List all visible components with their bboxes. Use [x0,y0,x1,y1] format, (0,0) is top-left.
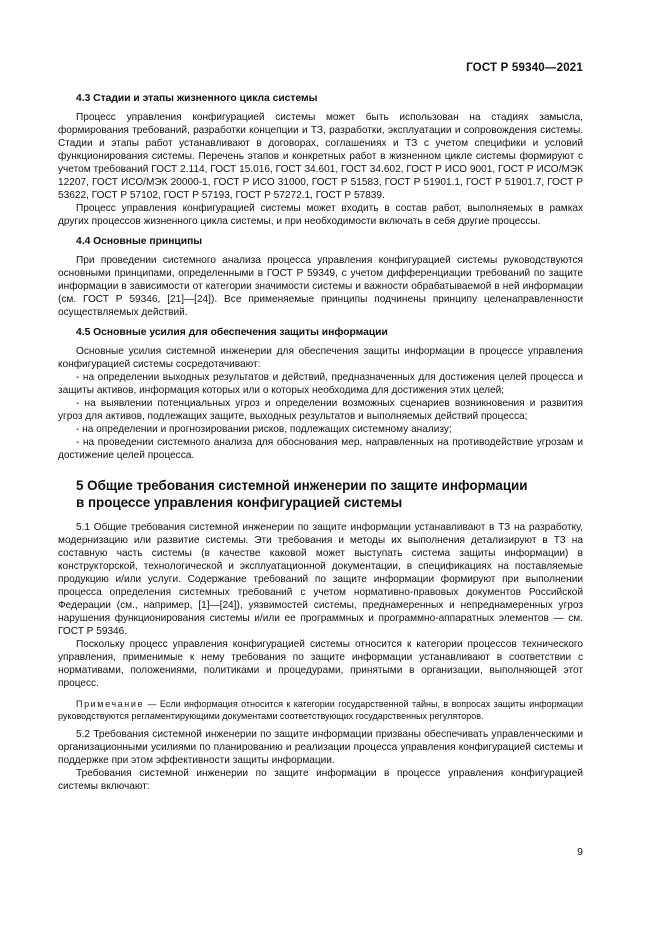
section-4-3 [58,92,583,228]
note-text: — Если информация относится к категории государственной тайны, в вопросах защиты информации руководствуются регламентирующими документами соответствующих государственных регуляторов. [58,699,583,721]
page-number: 9 [577,846,583,858]
section-title-4-5: 4.5 Основные усилия для обеспечения защиты информации [76,327,388,338]
list-item: - на определении и прогнозировании рисков, подлежащих системному анализу; [76,424,452,435]
paragraph: Поскольку процесс управления конфигурацией системы относится к категории процессов технического управления, применимые к нему требования по защите информации устанавливают в соответствии с нормативами, положениями, политиками и процедурами, принятыми в организации, выполняющей этот процесс. [58,639,583,689]
document-code-header: ГОСТ Р 59340—2021 [466,62,583,74]
paragraph-5-1: 5.1 Общие требования системной инженерии по защите информации устанавливают в ТЗ на разработку, модернизацию или развитие системы. Эти требования и методы их выполнения детализируют в ТЗ на составную часть системы (в качестве каковой может выступать система защиты информации) в конструкторской, технологической и эксплуатационной документации, в спецификациях на поставляемые продукцию и/или услуги. Содержание требований по защите информации формируют при выполнении процесса определения системных требований с учетом нормативно-правовых документов Российской Федерации (см., например, [1]—[24]), уязвимостей системы, преднамеренных и непреднамеренных угроз нарушения функционирования системы и/или ее программных и программно-аппаратных элементов — см. ГОСТ Р 59346. [58,522,583,637]
paragraph-5-2: 5.2 Требования системной инженерии по защите информации призваны обеспечивать управленческими и организационными усилиями по планированию и реализации процесса управления конфигурацией системы и поддержке при этом эффективности защиты информации. [58,729,583,766]
page-content [58,92,583,793]
section-4-4 [58,235,583,319]
list-item: - на выявлении потенциальных угроз и определении возможных сценариев возникновения и развития угроз для активов, подлежащих защите, выходных результатов и выполняемых действий процесса; [58,398,583,422]
list-item: - на проведении системного анализа для обоснования мер, направленных на противодействие угрозам и достижение целей процесса. [58,437,583,461]
list-item: - на определении выходных результатов и действий, предназначенных для достижения целей процесса и защиты активов, информация которых или о которых необходима для достижения этих целей; [58,372,583,396]
paragraph: Процесс управления конфигурацией системы может быть использован на стадиях замысла, формирования требований, разработки концепции и ТЗ, разработки, эксплуатации и сопровождения системы. Стадии и этапы работ устанавливают в договорах, соглашениях и ТЗ с учетом специфики и условий функционирования системы. Перечень этапов и конкретных работ в жизненном цикле системы формируют с учетом требований ГОСТ 2.114, ГОСТ 15.016, ГОСТ 34.601, ГОСТ 34.602, ГОСТ Р ИСО 9001, ГОСТ Р ИСО/МЭК 12207, ГОСТ ИСО/МЭК 20000-1, ГОСТ Р ИСО 31000, ГОСТ Р 51583, ГОСТ Р 51901.1, ГОСТ Р 51901.7, ГОСТ Р 53622, ГОСТ Р 57102, ГОСТ Р 57193, ГОСТ Р 57272.1, ГОСТ Р 57839. [58,112,583,201]
section-title-4-4: 4.4 Основные принципы [76,236,203,247]
paragraph: Основные усилия системной инженерии для обеспечения защиты информации в процессе управления конфигурацией системы сосредотачивают: [58,346,583,370]
section-title-5-line2: в процессе управления конфигурацией системы [76,494,403,510]
section-4-5 [58,326,583,462]
section-title-5 [58,478,583,511]
paragraph: Требования системной инженерии по защите информации в процессе управления конфигурацией системы включают: [58,768,583,792]
paragraph: При проведении системного анализа процесса управления конфигурацией системы руководствуются основными принципами, определенными в ГОСТ Р 59349, с учетом дифференциации требований по защите информации в зависимости от категории значимости системы и важности обрабатываемой в ней информации (см. ГОСТ Р 59346, [21]—[24]). Все применяемые принципы подчинены принципу целенаправленности осуществляемых действий. [58,255,583,318]
note [58,698,583,722]
paragraph: Процесс управления конфигурацией системы может входить в состав работ, выполняемых в рамках других процессов жизненного цикла системы, и при необходимости включать в себя другие процессы. [58,203,583,227]
section-title-5-line1: 5 Общие требования системной инженерии по защите информации [76,478,528,493]
note-label: Примечание [76,699,145,709]
section-title-4-3: 4.3 Стадии и этапы жизненного цикла системы [76,93,318,104]
